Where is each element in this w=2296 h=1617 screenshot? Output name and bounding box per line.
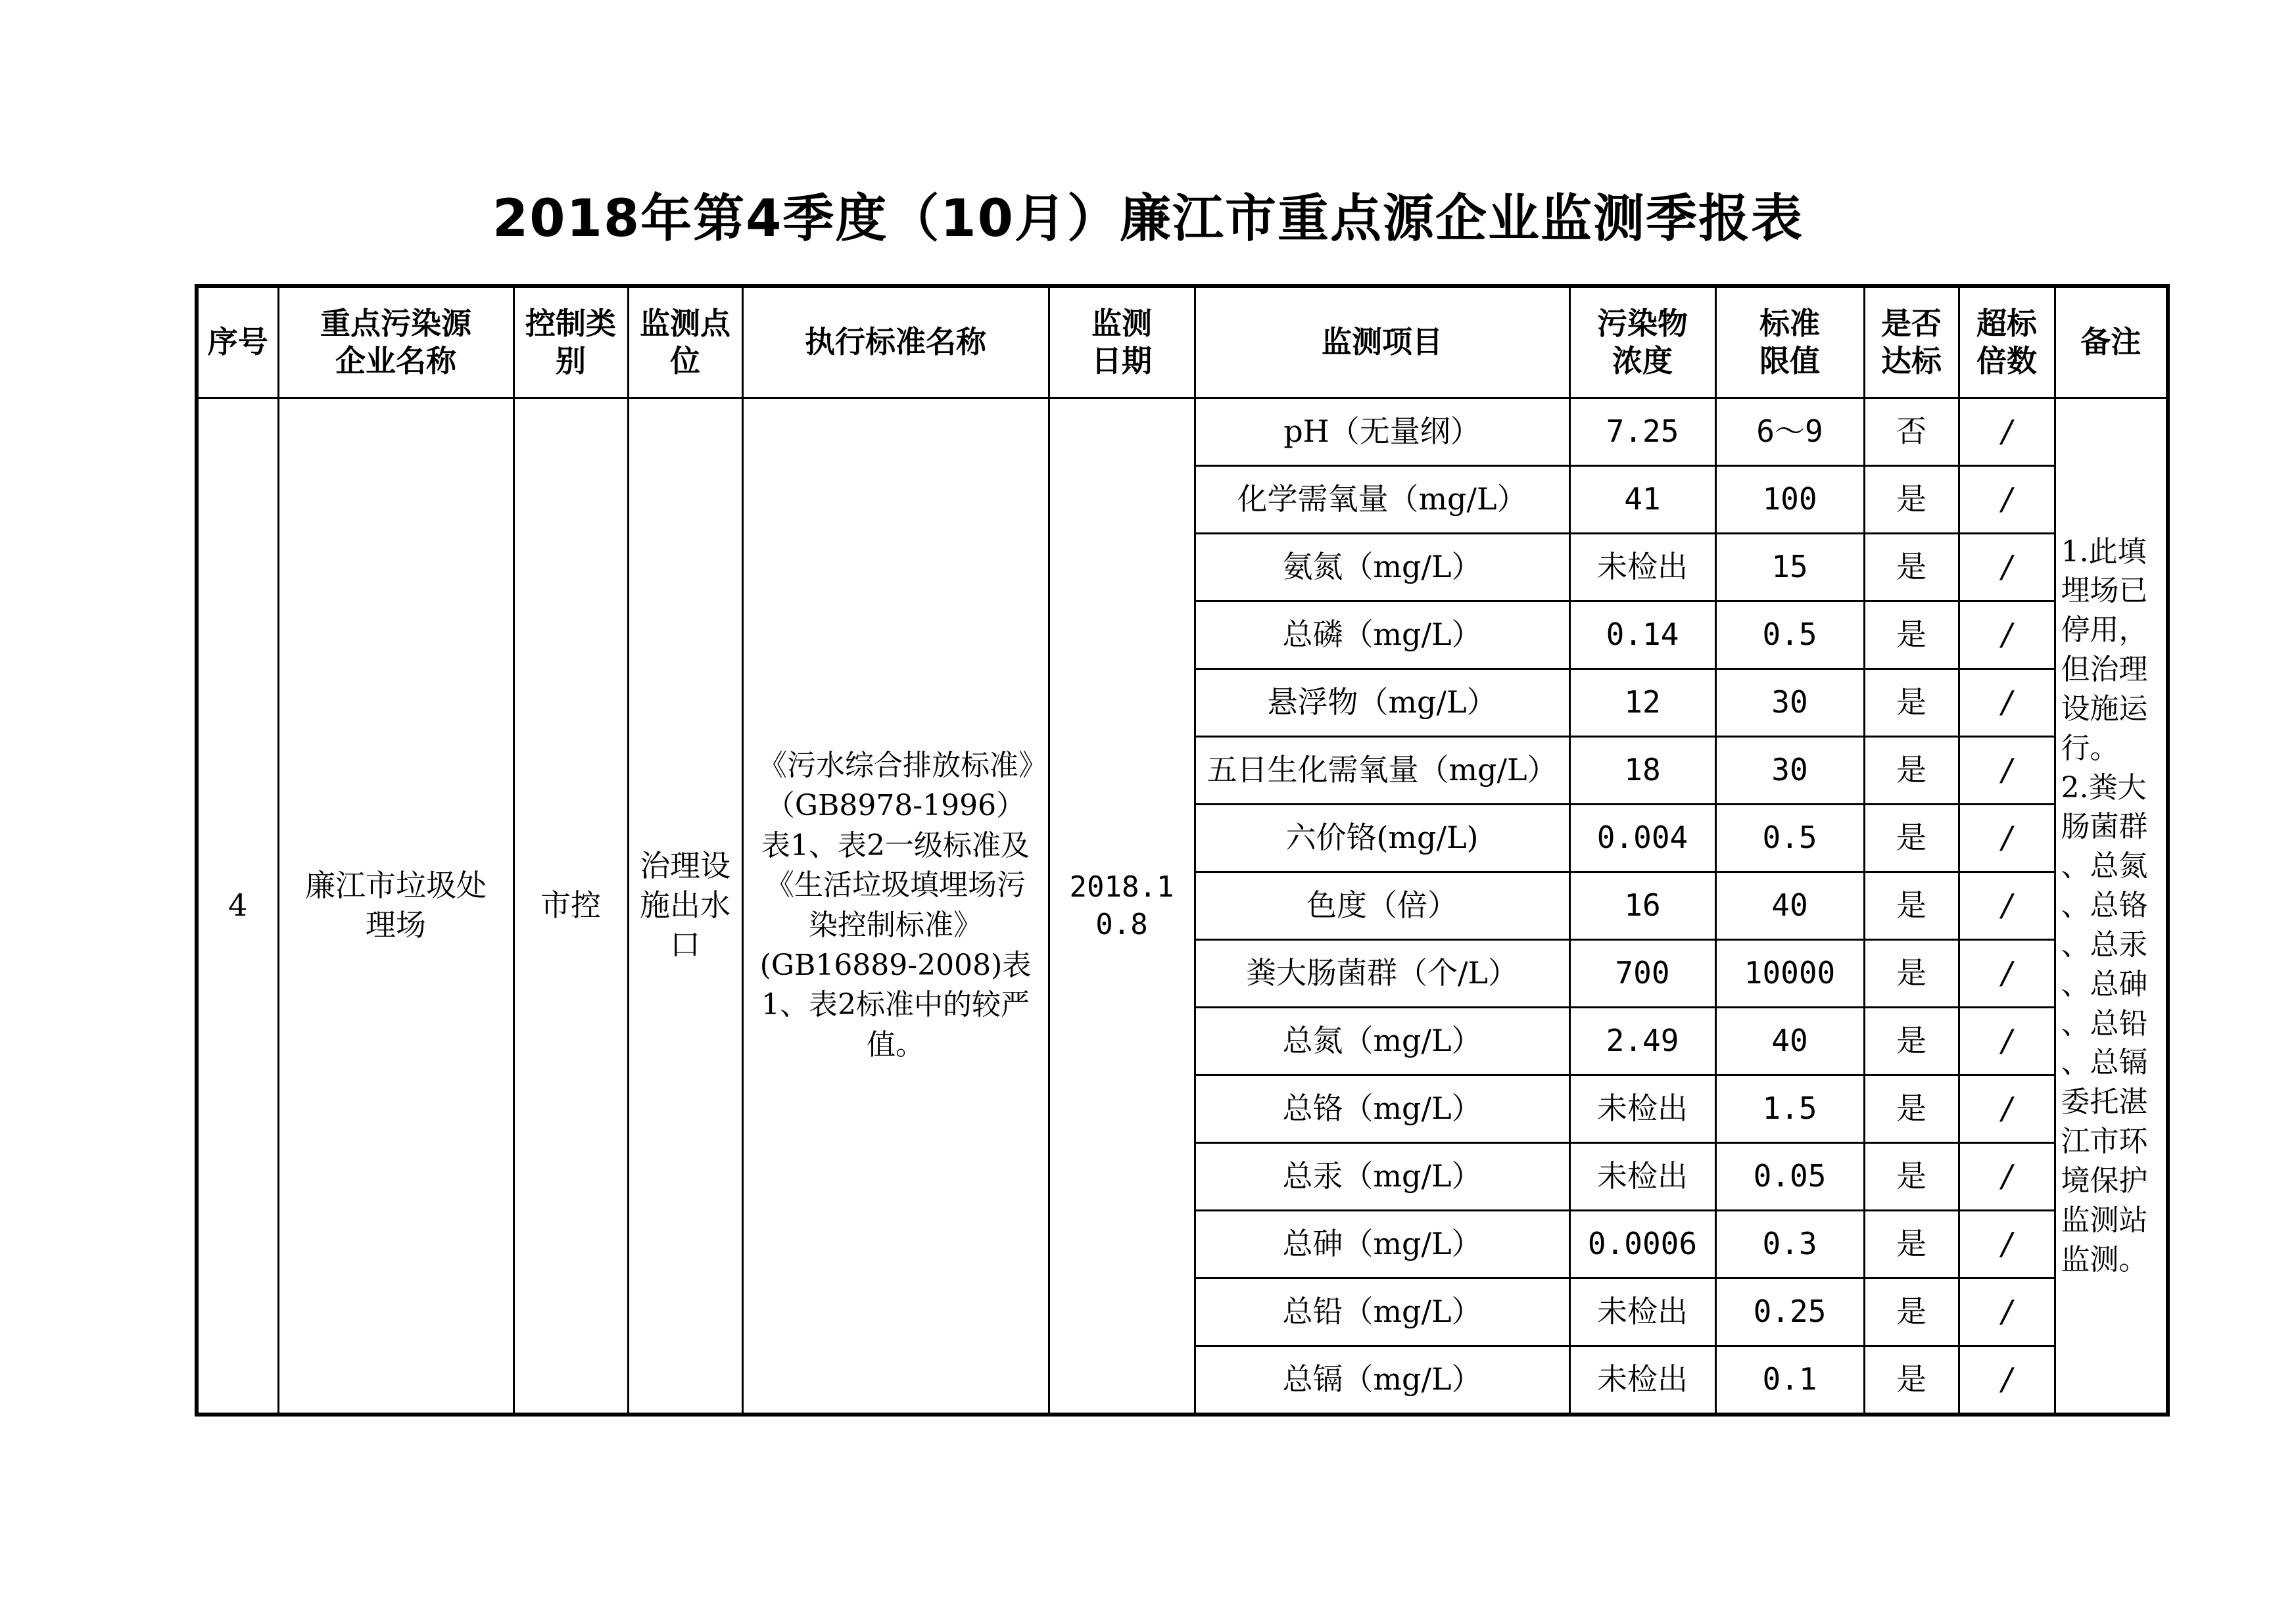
item-cell: 总磷（mg/L） (1195, 601, 1569, 669)
compliant-cell: 是 (1864, 1211, 1959, 1278)
limit-cell: 0.5 (1715, 601, 1864, 669)
report-body (197, 398, 2168, 1415)
concentration-cell: 700 (1569, 940, 1715, 1008)
limit-cell: 10000 (1715, 940, 1864, 1008)
limit-cell: 30 (1715, 737, 1864, 805)
header-remarks: 备注 (2055, 286, 2168, 398)
header-compliant: 是否 达标 (1864, 286, 1959, 398)
concentration-cell: 16 (1569, 872, 1715, 940)
control-type-cell: 市控 (514, 398, 628, 1415)
seq-cell: 4 (197, 398, 278, 1415)
compliant-cell: 是 (1864, 1278, 1959, 1346)
compliant-cell: 是 (1864, 1075, 1959, 1143)
header-company: 重点污染源 企业名称 (278, 286, 514, 398)
compliant-cell: 是 (1864, 1143, 1959, 1211)
exceed-cell: / (1959, 872, 2055, 940)
compliant-cell: 是 (1864, 940, 1959, 1008)
limit-cell: 0.3 (1715, 1211, 1864, 1278)
limit-cell: 0.1 (1715, 1346, 1864, 1415)
remarks-cell: 1.此填 埋场已 停用， 但治理 设施运 行。 2.粪大 肠菌群 、总氮 、总铬 、总汞 、总砷 、总铅 、总镉 委托湛 江市环 境保护 监测站 监测。 (2055, 398, 2168, 1415)
header-control-type: 控制类 别 (514, 286, 628, 398)
limit-cell: 15 (1715, 534, 1864, 601)
concentration-cell: 0.004 (1569, 805, 1715, 872)
exceed-cell: / (1959, 1143, 2055, 1211)
limit-cell: 0.05 (1715, 1143, 1864, 1211)
limit-cell: 0.5 (1715, 805, 1864, 872)
exceed-cell: / (1959, 1008, 2055, 1075)
item-cell: 总铬（mg/L） (1195, 1075, 1569, 1143)
standard-cell: 《污水综合排放标准》（GB8978-1996）表1、表2一级标准及《生活垃圾填埋场污染控制标准》(GB16889-2008)表1、表2标准中的较严值。 (742, 398, 1049, 1415)
compliant-cell: 否 (1864, 398, 1959, 466)
exceed-cell: / (1959, 534, 2055, 601)
header-concentration: 污染物 浓度 (1569, 286, 1715, 398)
concentration-cell: 0.14 (1569, 601, 1715, 669)
header-item: 监测项目 (1195, 286, 1569, 398)
compliant-cell: 是 (1864, 466, 1959, 534)
header-standard: 执行标准名称 (742, 286, 1049, 398)
item-cell: 悬浮物（mg/L） (1195, 669, 1569, 737)
concentration-cell: 未检出 (1569, 1278, 1715, 1346)
item-cell: 总镉（mg/L） (1195, 1346, 1569, 1415)
limit-cell: 40 (1715, 1008, 1864, 1075)
concentration-cell: 7.25 (1569, 398, 1715, 466)
exceed-cell: / (1959, 1278, 2055, 1346)
item-cell: 总氮（mg/L） (1195, 1008, 1569, 1075)
concentration-cell: 未检出 (1569, 1075, 1715, 1143)
limit-cell: 40 (1715, 872, 1864, 940)
concentration-cell: 18 (1569, 737, 1715, 805)
limit-cell: 1.5 (1715, 1075, 1864, 1143)
exceed-cell: / (1959, 466, 2055, 534)
header-exceed: 超标 倍数 (1959, 286, 2055, 398)
item-cell: 色度（倍） (1195, 872, 1569, 940)
item-cell: 六价铬(mg/L) (1195, 805, 1569, 872)
item-cell: 总砷（mg/L） (1195, 1211, 1569, 1278)
item-cell: 氨氮（mg/L） (1195, 534, 1569, 601)
compliant-cell: 是 (1864, 872, 1959, 940)
exceed-cell: / (1959, 1075, 2055, 1143)
exceed-cell: / (1959, 737, 2055, 805)
item-cell: 粪大肠菌群（个/L） (1195, 940, 1569, 1008)
compliant-cell: 是 (1864, 1346, 1959, 1415)
company-cell: 廉江市垃圾处理场 (278, 398, 514, 1415)
concentration-cell: 0.0006 (1569, 1211, 1715, 1278)
item-cell: 总铅（mg/L） (1195, 1278, 1569, 1346)
exceed-cell: / (1959, 940, 2055, 1008)
header-row (197, 286, 2168, 398)
exceed-cell: / (1959, 1211, 2055, 1278)
limit-cell: 0.25 (1715, 1278, 1864, 1346)
compliant-cell: 是 (1864, 1008, 1959, 1075)
page-title: 2018年第4季度（10月）廉江市重点源企业监测季报表 (492, 189, 1804, 248)
item-cell: 五日生化需氧量（mg/L） (1195, 737, 1569, 805)
limit-cell: 30 (1715, 669, 1864, 737)
compliant-cell: 是 (1864, 669, 1959, 737)
header-date: 监测 日期 (1049, 286, 1195, 398)
item-cell: pH（无量纲） (1195, 398, 1569, 466)
limit-cell: 6～9 (1715, 398, 1864, 466)
compliant-cell: 是 (1864, 601, 1959, 669)
concentration-cell: 未检出 (1569, 1346, 1715, 1415)
concentration-cell: 未检出 (1569, 1143, 1715, 1211)
compliant-cell: 是 (1864, 534, 1959, 601)
header-seq: 序号 (197, 286, 278, 398)
header-limit: 标准 限值 (1715, 286, 1864, 398)
compliant-cell: 是 (1864, 737, 1959, 805)
monitoring-report-table (195, 284, 2170, 1417)
concentration-cell: 未检出 (1569, 534, 1715, 601)
compliant-cell: 是 (1864, 805, 1959, 872)
concentration-cell: 2.49 (1569, 1008, 1715, 1075)
table-row (197, 398, 2168, 466)
header-monitoring-point: 监测点 位 (628, 286, 742, 398)
exceed-cell: / (1959, 1346, 2055, 1415)
date-cell: 2018.10.8 (1049, 398, 1195, 1415)
limit-cell: 100 (1715, 466, 1864, 534)
exceed-cell: / (1959, 398, 2055, 466)
exceed-cell: / (1959, 601, 2055, 669)
concentration-cell: 12 (1569, 669, 1715, 737)
item-cell: 化学需氧量（mg/L） (1195, 466, 1569, 534)
monitoring-point-cell: 治理设施出水口 (628, 398, 742, 1415)
concentration-cell: 41 (1569, 466, 1715, 534)
exceed-cell: / (1959, 805, 2055, 872)
item-cell: 总汞（mg/L） (1195, 1143, 1569, 1211)
exceed-cell: / (1959, 669, 2055, 737)
